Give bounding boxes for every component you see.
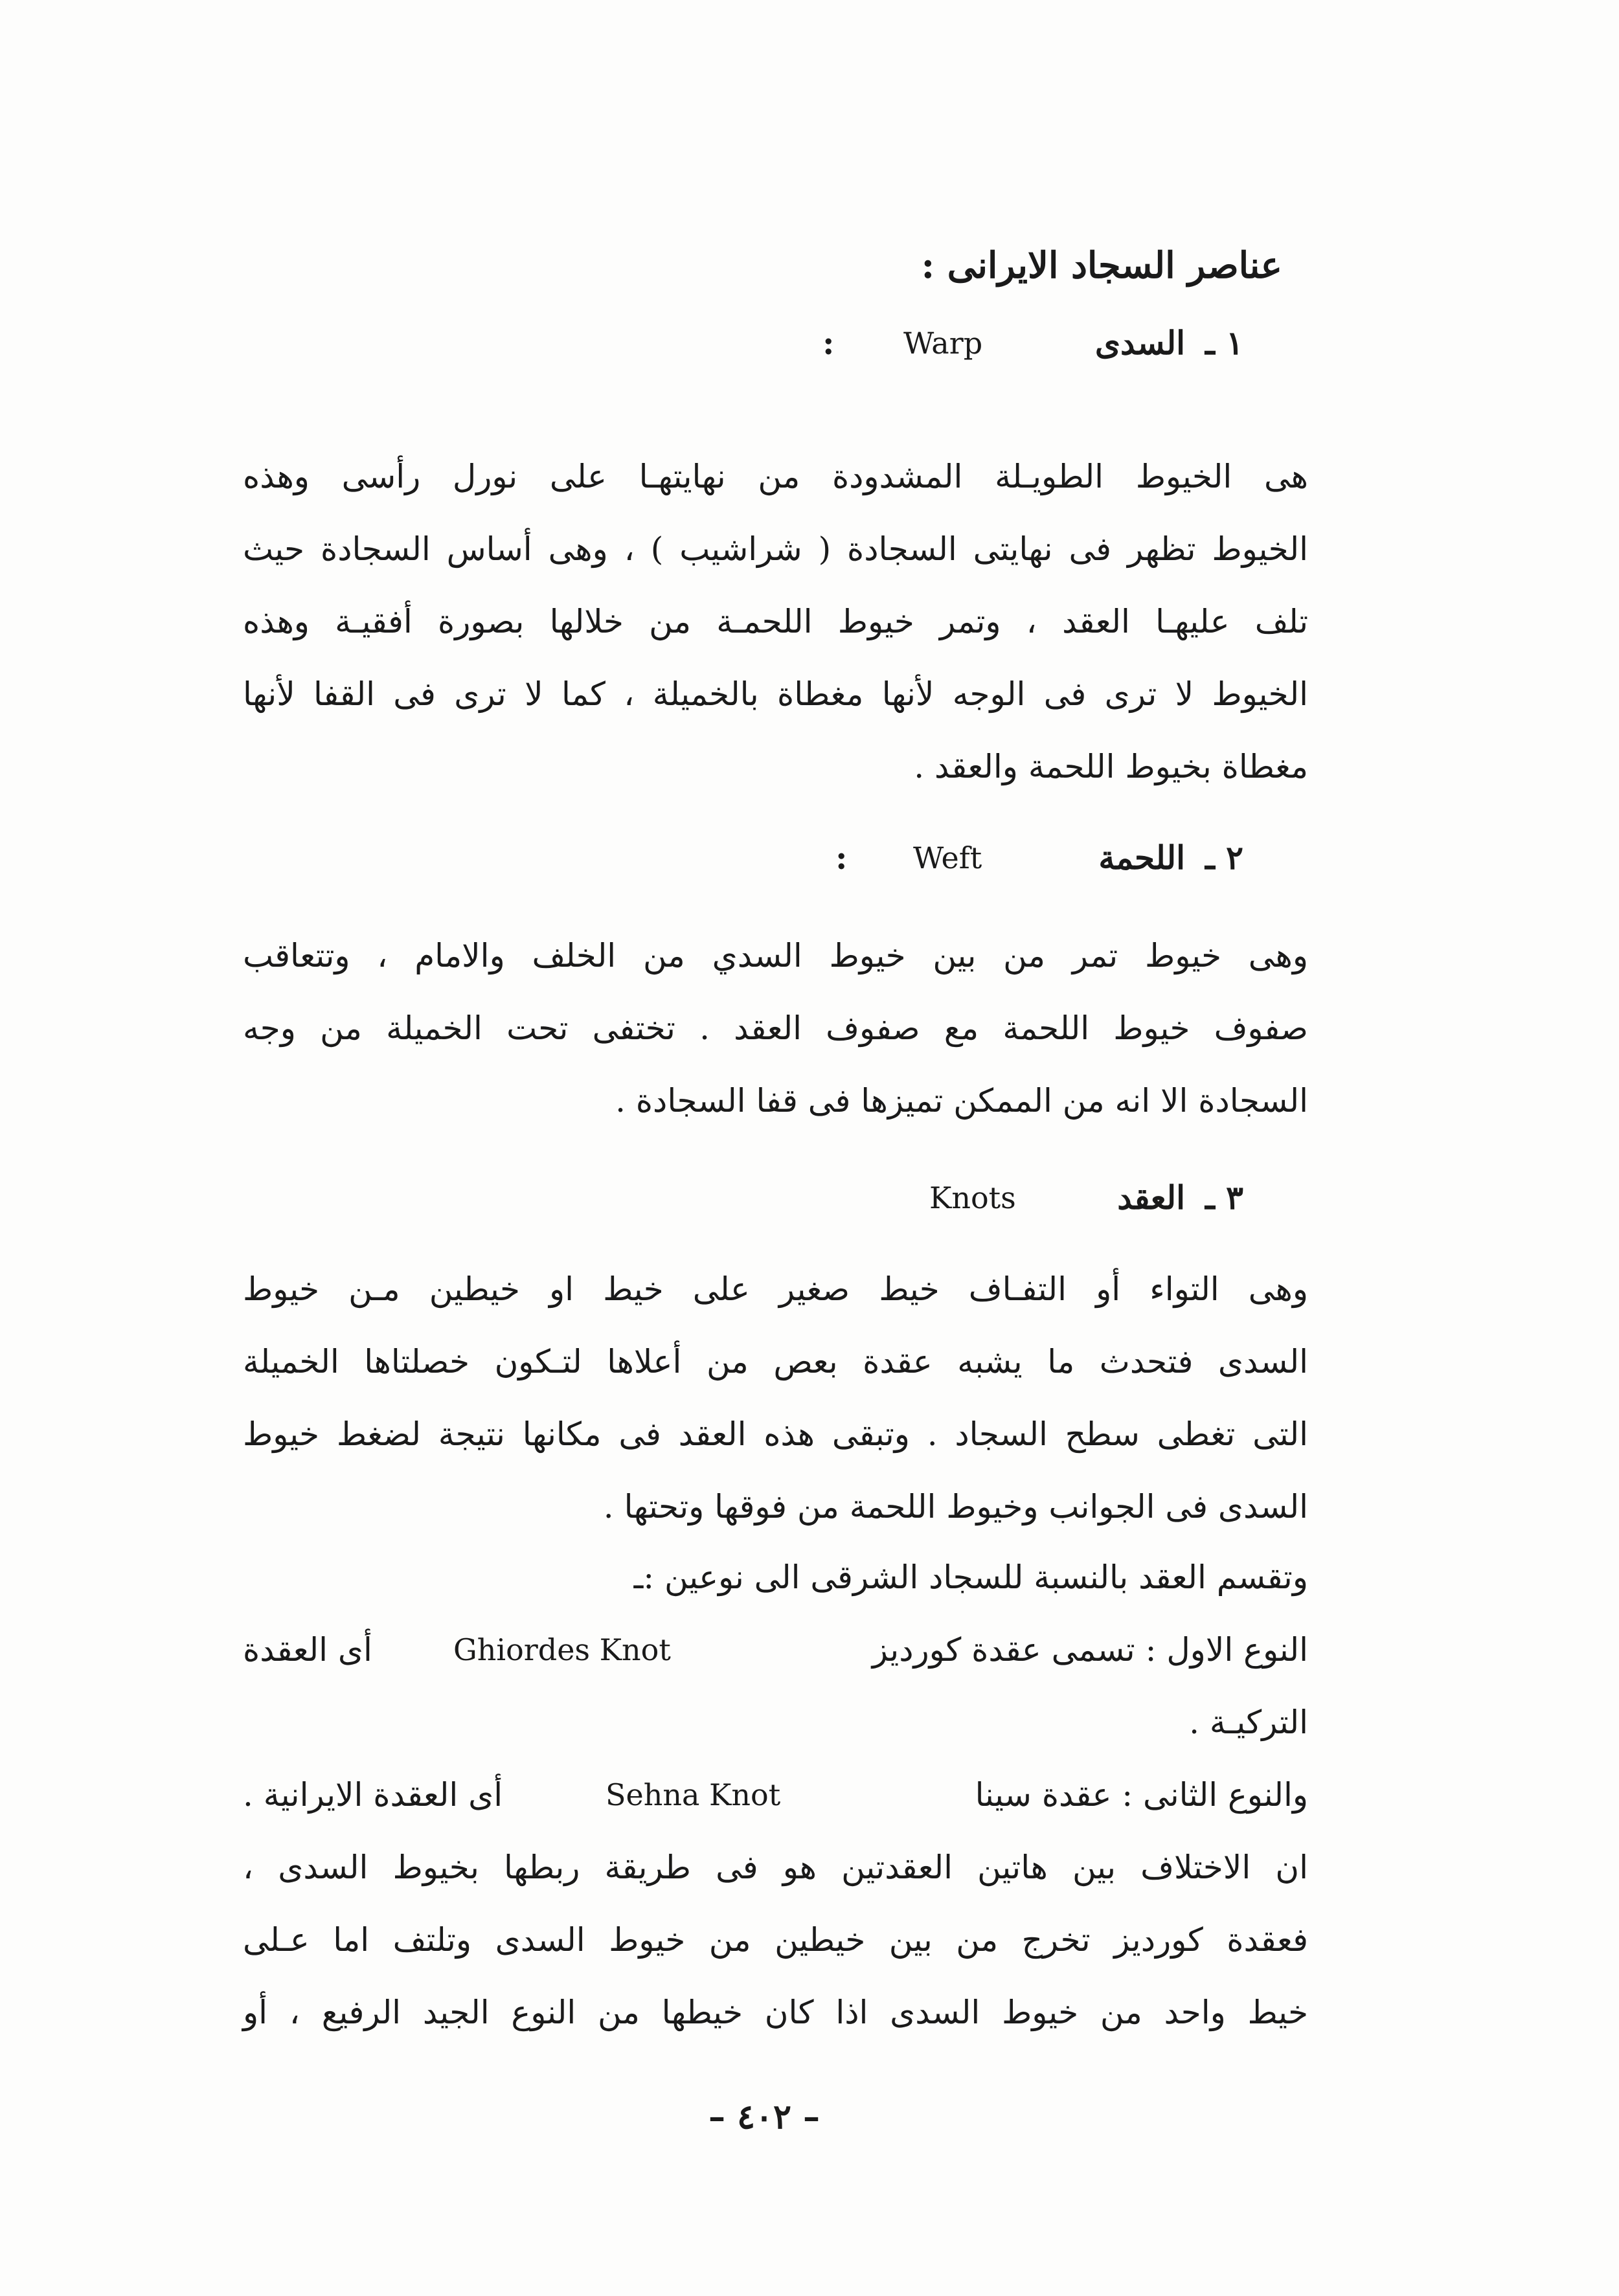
knot-type-2 bbox=[243, 1759, 1308, 1831]
section-number: ٢ ـ bbox=[1205, 838, 1243, 877]
paragraph-knots bbox=[243, 1253, 1308, 1543]
paragraph-warp bbox=[243, 440, 1308, 803]
knot-type-1 bbox=[243, 1614, 1308, 1686]
paragraph-line: السدى فتحدث ما يشبه عقدة بعص من أعلاها لتـكون خصلتاها الخميلة bbox=[243, 1343, 1308, 1380]
paragraph-line: ان الاختلاف بين هاتين العقدتين هو فى طريقة ربطها بخيوط السدى ، bbox=[243, 1849, 1308, 1886]
section-colon: : bbox=[822, 324, 835, 362]
knot-type-2-suffix: أى العقدة الايرانية . bbox=[243, 1776, 503, 1814]
paragraph-line: خيط واحد من خيوط السدى اذا كان خيطها من النوع الجيد الرفيع ، أو bbox=[243, 1994, 1308, 2031]
section-latin-term: Warp bbox=[903, 326, 983, 361]
knot-type-2-prefix: والنوع الثانى : عقدة سينا bbox=[975, 1776, 1308, 1814]
section-latin-term: Knots bbox=[929, 1180, 1016, 1215]
paragraph-line: مغطاة بخيوط اللحمة والعقد . bbox=[914, 748, 1308, 785]
paragraph-weft bbox=[243, 919, 1308, 1137]
section-heading-weft bbox=[797, 826, 1243, 890]
knot-type-1-latin: Ghiordes Knot bbox=[453, 1632, 671, 1667]
paragraph-knot-difference bbox=[243, 1831, 1308, 2049]
paragraph-line: التى تغطى سطح السجاد . وتبقى هذه العقد فى مكانها نتيجة لضغط خيوط bbox=[243, 1415, 1308, 1453]
paragraph-line: السدى فى الجوانب وخيوط اللحمة من فوقها وتحتها . bbox=[603, 1488, 1308, 1525]
paragraph-line: وهى التواء أو التفـاف خيط صغير على خيط او خيطين مـن خيوط bbox=[243, 1270, 1308, 1308]
knot-type-2-latin: Sehna Knot bbox=[606, 1777, 781, 1812]
knot-type-1-cont bbox=[243, 1686, 1308, 1759]
paragraph-line: السجادة الا انه من الممكن تميزها فى قفا السجادة . bbox=[615, 1082, 1308, 1120]
page-title: عناصر السجاد الايرانى : bbox=[921, 244, 1282, 287]
section-name: العقد bbox=[1117, 1178, 1185, 1217]
paragraph-line: تلف عليهـا العقد ، وتمر خيوط اللحمـة من خلالها بصورة أفقيـة وهذه bbox=[243, 603, 1308, 640]
section-name: السدى bbox=[1094, 324, 1185, 362]
paragraph-line: الخيوط تظهر فى نهايتى السجادة ( شراشيب ) ، وهى أساس السجادة حيث bbox=[243, 530, 1308, 568]
paragraph-line: فعقدة كورديز تخرج من بين خيطين من خيوط السدى وتلتف اما عـلى bbox=[243, 1921, 1308, 1959]
paragraph-line: وهى خيوط تمر من بين خيوط السدي من الخلف والامام ، وتتعاقب bbox=[243, 937, 1308, 974]
page-number: – ٤٠٢ – bbox=[708, 2097, 820, 2137]
paragraph-line: هى الخيوط الطويـلة المشدودة من نهايتهـا على نورل رأسى وهذه bbox=[243, 458, 1308, 495]
section-latin-term: Weft bbox=[913, 840, 982, 875]
section-heading-warp bbox=[797, 311, 1243, 376]
paragraph-line: وتقسم العقد بالنسبة للسجاد الشرقى الى نوعين :ـ bbox=[633, 1559, 1308, 1596]
section-name: اللحمة bbox=[1098, 838, 1185, 877]
knot-type-1-prefix: النوع الاول : تسمى عقدة كورديز bbox=[872, 1631, 1308, 1669]
paragraph-line: التركيـة . bbox=[1189, 1704, 1308, 1741]
section-colon: : bbox=[835, 838, 848, 877]
knots-intro bbox=[243, 1541, 1308, 1614]
section-number: ٣ ـ bbox=[1205, 1178, 1243, 1217]
knot-type-1-suffix: أى العقدة bbox=[243, 1631, 372, 1669]
paragraph-line: صفوف خيوط اللحمة مع صفوف العقد . تختفى تحت الخميلة من وجه bbox=[243, 1009, 1308, 1047]
section-heading-knots bbox=[797, 1165, 1243, 1230]
section-number: ١ ـ bbox=[1205, 324, 1243, 362]
paragraph-line: الخيوط لا ترى فى الوجه لأنها مغطاة بالخميلة ، كما لا ترى فى القفا لأنها bbox=[243, 675, 1308, 713]
